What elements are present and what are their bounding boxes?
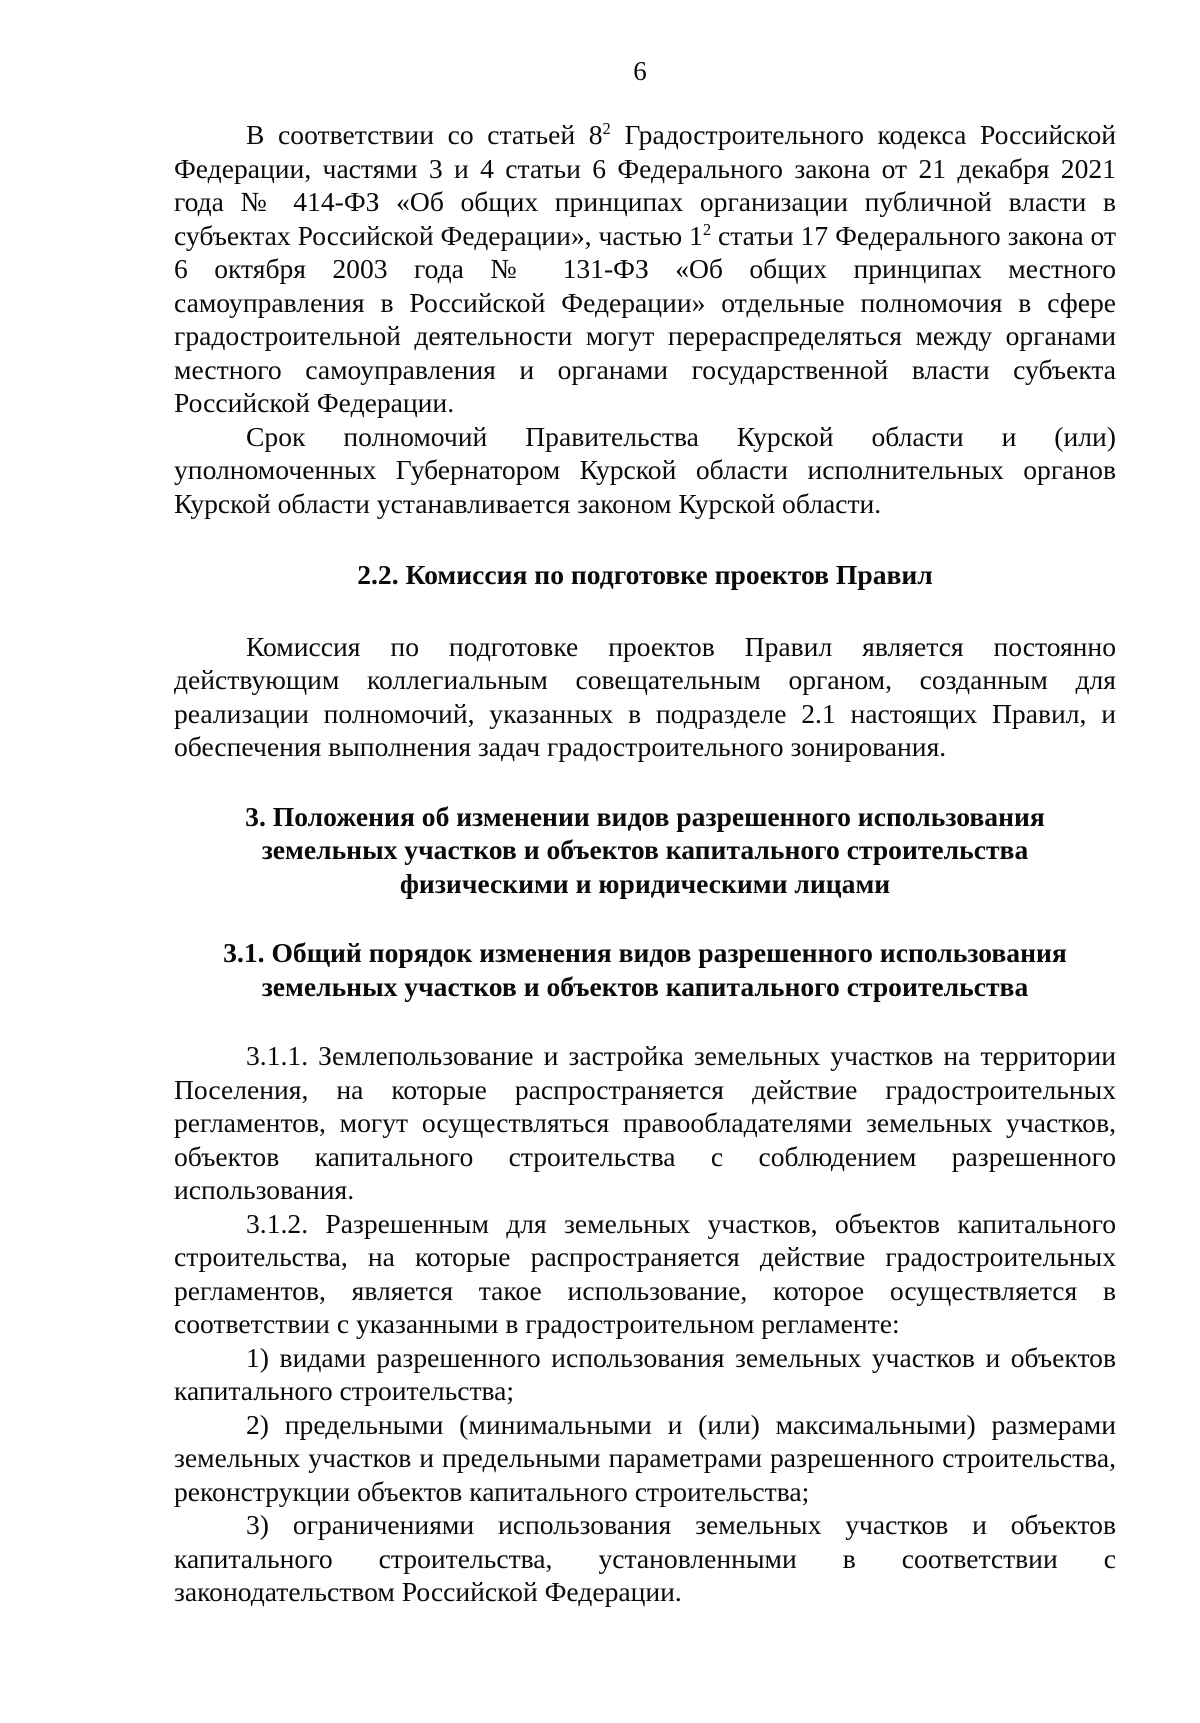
list-item: 2) предельными (минимальными и (или) максимальными) размерами земельных участков и предельными параметрами разрешенного строительства, реконструкции объектов капитального строительства; <box>174 1408 1116 1507</box>
document-body <box>174 118 1116 1609</box>
paragraph-3-1-2: 3.1.2. Разрешенным для земельных участков, объектов капитального строительства, на которые распространяется действие градостроительных регламентов, является такое использование, которое осуществляется в соответствии с указанными в градостроительном регламенте: <box>174 1207 1116 1339</box>
superscript-2: 2 <box>702 219 712 239</box>
paragraph-term-of-powers: Срок полномочий Правительства Курской области и (или) уполномоченных Губернатором Курской области исполнительных органов Курской области устанавливается законом Курской области. <box>174 420 1116 519</box>
list-item: 1) видами разрешенного использования земельных участков и объектов капитального строительства; <box>174 1341 1116 1406</box>
paragraph-3-1-1: 3.1.1. Землепользование и застройка земельных участков на территории Поселения, на которые распространяется действие градостроительных регламентов, могут осуществляться правообладателями земельных участков, объектов капитального строительства с соблюдением разрешенного использования. <box>174 1040 1116 1205</box>
section-heading-3: 3. Положения об изменении видов разрешенного использования земельных участков и объектов капитального строительства физическими и юридическими лицами <box>245 800 1045 899</box>
paragraph-legal-basis <box>174 118 1116 420</box>
section-heading-2-2: 2.2. Комиссия по подготовке проектов Правил <box>357 559 933 590</box>
section-heading-3-1: 3.1. Общий порядок изменения видов разрешенного использования земельных участков и объектов капитального строительства <box>223 937 1067 1002</box>
superscript-1: 2 <box>602 118 611 138</box>
paragraph-legal-basis-part-3: статьи 17 Федерального закона от 6 октября 2003 года № 131-ФЗ «Об общих принципах местного самоуправления в Российской Федерации» отдельные полномочия в сфере градостроительной деятельности могут перераспределяться между органами местного самоуправления и органами государственной власти субъекта Российской Федерации. <box>174 219 1117 418</box>
paragraph-legal-basis-part-1: В соответствии со статьей 8 <box>246 119 603 150</box>
paragraph-commission: Комиссия по подготовке проектов Правил является постоянно действующим коллегиальным совещательным органом, созданным для реализации полномочий, указанных в подразделе 2.1 настоящих Правил, и обеспечения выполнения задач градостроительного зонирования. <box>174 630 1116 762</box>
paragraph-legal-basis-part-2: Градостроительного кодекса Российской Федерации, частями 3 и 4 статьи 6 Федерального закона от 21 декабря 2021 года № 414-ФЗ «Об общих принципах организации публичной власти в субъектах Российской Федерации», частью 1 <box>174 119 1117 251</box>
page-number: 6 <box>633 56 647 86</box>
list-item: 3) ограничениями использования земельных участков и объектов капитального строительства, установленными в соответствии с законодательством Российской Федерации. <box>174 1509 1116 1607</box>
